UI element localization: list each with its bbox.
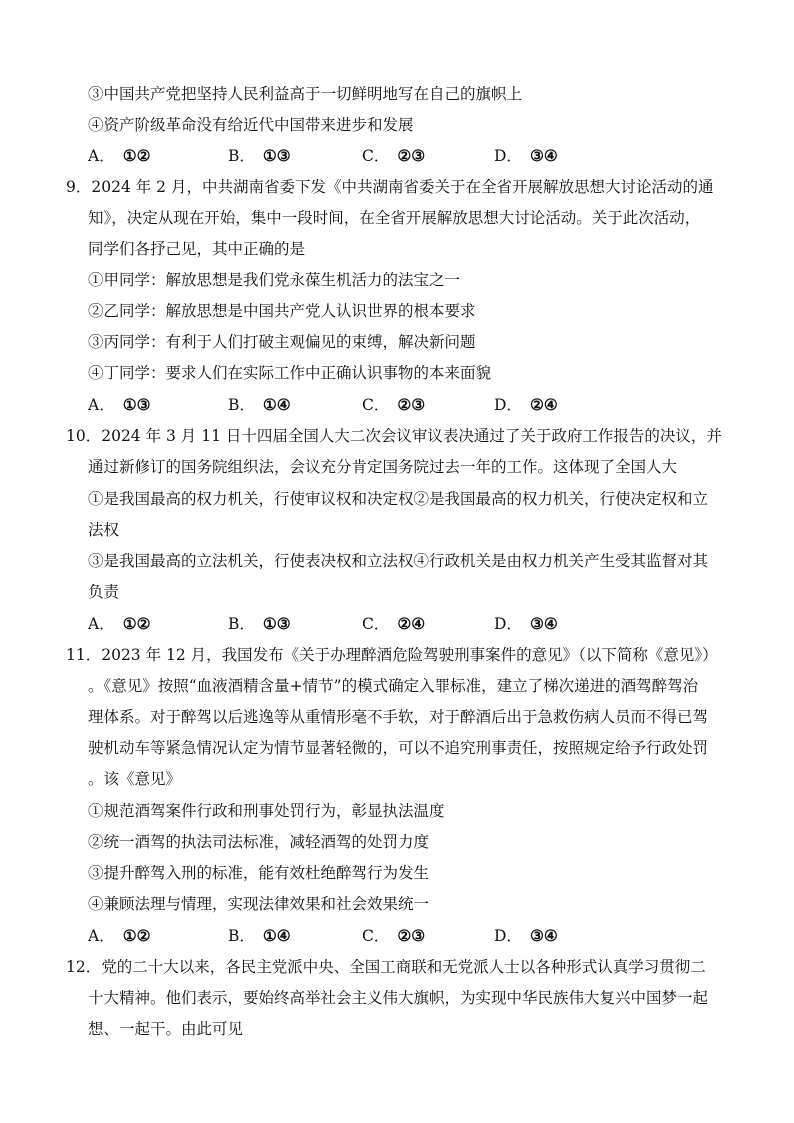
q9-item-3: ③丙同学：有利于人们打破主观偏见的束缚，解决新问题 bbox=[88, 333, 476, 351]
q8-option-c[interactable]: C． ②③ bbox=[362, 146, 426, 165]
q11-item-3: ③提升醉驾入刑的标准，能有效杜绝醉驾行为发生 bbox=[88, 864, 430, 882]
q9-item-1: ①甲同学：解放思想是我们党永葆生机活力的法宝之一 bbox=[88, 271, 461, 289]
q11-stem-line-2: 。《意见》按照“血液酒精含量+情节”的模式确定入罪标准，建立了梯次递进的酒驾醉驾治 bbox=[88, 677, 699, 695]
q10-items-1-2-cont: 法权 bbox=[88, 521, 120, 539]
q12-stem-line-2: 十大精神。他们表示，要始终高举社会主义伟大旗帜，为实现中华民族伟大复兴中国梦一起 bbox=[88, 989, 709, 1007]
q11-option-d[interactable]: D． ③④ bbox=[494, 926, 558, 945]
q8-item-4: ④资产阶级革命没有给近代中国带来进步和发展 bbox=[88, 116, 414, 134]
q10-stem-line-2: 通过新修订的国务院组织法，会议充分肯定国务院过去一年的工作。这体现了全国人大 bbox=[88, 458, 678, 476]
q11-option-a[interactable]: A． ①② bbox=[88, 926, 151, 945]
q11-option-c[interactable]: C． ②③ bbox=[362, 926, 426, 945]
q11-stem-line-1: 11．2023 年 12 月，我国发布《关于办理醉酒危险驾驶刑事案件的意见》（以下简称《意见》） bbox=[66, 646, 718, 664]
q9-option-c[interactable]: C． ②③ bbox=[362, 395, 426, 414]
q8-item-3: ③中国共产党把坚持人民利益高于一切鲜明地写在自己的旗帜上 bbox=[88, 85, 523, 103]
q10-items-1-2: ①是我国最高的权力机关，行使审议权和决定权②是我国最高的权力机关，行使决定权和立 bbox=[88, 490, 709, 508]
q12-stem-line-3: 想、一起干。由此可见 bbox=[88, 1020, 244, 1038]
q8-option-d[interactable]: D． ③④ bbox=[494, 146, 558, 165]
q11-item-4: ④兼顾法理与情理，实现法律效果和社会效果统一 bbox=[88, 895, 430, 913]
q11-stem-line-4: 驶机动车等紧急情况认定为情节显著轻微的，可以不追究刑事责任，按照规定给予行政处罚 bbox=[88, 739, 709, 757]
q10-stem-line-1: 10．2024 年 3 月 11 日十四届全国人大二次会议审议表决通过了关于政府工作报告的决议，并 bbox=[66, 427, 722, 445]
q8-option-b[interactable]: B． ①③ bbox=[228, 146, 291, 165]
q9-item-4: ④丁同学：要求人们在实际工作中正确认识事物的本来面貌 bbox=[88, 364, 492, 382]
q11-stem-line-3: 理体系。对于醉驾以后逃逸等从重情形毫不手软，对于醉酒后出于急救伤病人员而不得已驾 bbox=[88, 708, 709, 726]
q10-items-3-4: ③是我国最高的立法机关，行使表决权和立法权④行政机关是由权力机关产生受其监督对其 bbox=[88, 552, 709, 570]
q10-items-3-4-cont: 负责 bbox=[88, 583, 120, 601]
q9-option-d[interactable]: D． ②④ bbox=[494, 395, 558, 414]
q11-item-1: ①规范酒驾案件行政和刑事处罚行为，彰显执法温度 bbox=[88, 802, 445, 820]
q11-item-2: ②统一酒驾的执法司法标准，减轻酒驾的处罚力度 bbox=[88, 833, 430, 851]
q11-option-b[interactable]: B． ①④ bbox=[228, 926, 291, 945]
q9-stem-line-3: 同学们各抒己见，其中正确的是 bbox=[88, 240, 306, 258]
q11-stem-line-5: 。该《意见》 bbox=[88, 770, 182, 788]
q8-option-a[interactable]: A． ①② bbox=[88, 146, 151, 165]
q10-option-a[interactable]: A． ①② bbox=[88, 614, 151, 633]
q9-item-2: ②乙同学：解放思想是中国共产党人认识世界的根本要求 bbox=[88, 302, 476, 320]
q10-option-b[interactable]: B． ①③ bbox=[228, 614, 291, 633]
q9-stem-line-1: 9．2024 年 2 月，中共湖南省委下发《中共湖南省委关于在全省开展解放思想大讨论活动的通 bbox=[66, 178, 714, 196]
q12-stem-line-1: 12．党的二十大以来，各民主党派中央、全国工商联和无党派人士以各种形式认真学习贯彻二 bbox=[66, 958, 706, 976]
q10-option-d[interactable]: D． ③④ bbox=[494, 614, 558, 633]
q9-option-a[interactable]: A． ①③ bbox=[88, 395, 151, 414]
q10-option-c[interactable]: C． ②④ bbox=[362, 614, 426, 633]
q9-option-b[interactable]: B． ①④ bbox=[228, 395, 291, 414]
q9-stem-line-2: 知》，决定从现在开始，集中一段时间，在全省开展解放思想大讨论活动。关于此次活动， bbox=[88, 209, 701, 227]
